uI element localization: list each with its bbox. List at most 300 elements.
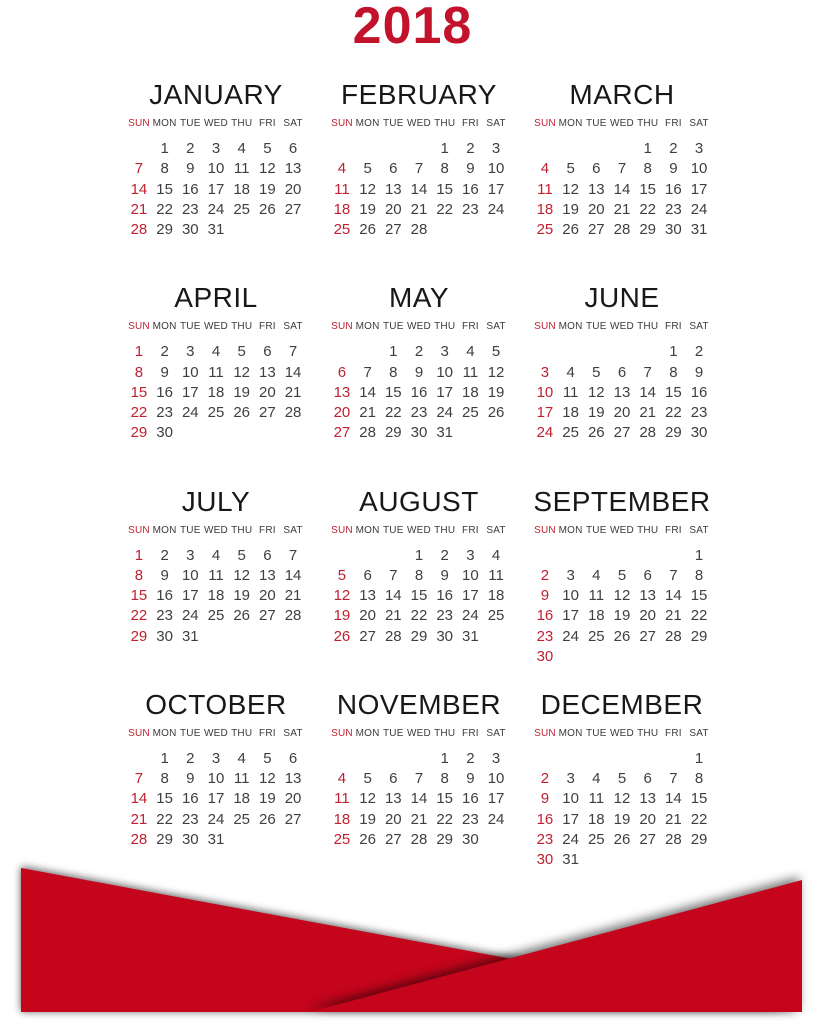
date-cell: 22 — [156, 810, 173, 828]
empty-cell — [329, 749, 355, 769]
date-cell: 15 — [384, 383, 402, 401]
date-cell: 21 — [130, 200, 148, 218]
weekday-label-thu: THU — [231, 727, 253, 739]
empty-cell — [355, 749, 381, 769]
date-cell: 18 — [233, 180, 251, 198]
date-cell: 30 — [462, 831, 479, 849]
date-cell: 6 — [263, 343, 272, 361]
date-cell: 21 — [639, 404, 657, 422]
weekday-header — [324, 728, 514, 740]
date-cell: 31 — [436, 424, 454, 442]
date-cell: 24 — [462, 607, 479, 625]
date-cell: 17 — [536, 404, 554, 422]
date-cell: 2 — [160, 343, 169, 361]
weekday-label-sat: SAT — [689, 727, 709, 739]
weekday-label-sat: SAT — [689, 118, 709, 129]
date-cell: 18 — [233, 790, 251, 808]
date-cell: 24 — [181, 404, 199, 422]
date-cell: 6 — [288, 140, 298, 157]
month-september — [527, 482, 717, 685]
date-cell: 21 — [410, 200, 428, 218]
date-cell: 17 — [690, 180, 708, 198]
date-cell: 26 — [259, 810, 276, 828]
date-cell: 11 — [334, 180, 350, 198]
date-cell: 28 — [284, 607, 302, 625]
date-cell: 11 — [334, 790, 350, 808]
month-january — [121, 75, 311, 278]
date-cell: 2 — [186, 749, 195, 767]
dates-grid — [121, 342, 311, 443]
empty-cell — [532, 546, 558, 566]
date-cell: 29 — [665, 424, 682, 442]
date-cell: 6 — [592, 160, 601, 178]
date-cell: 2 — [669, 140, 678, 157]
weekday-label-mon: MON — [558, 321, 583, 333]
date-cell: 23 — [156, 607, 173, 625]
date-cell: 22 — [690, 810, 708, 828]
date-cell: 12 — [359, 790, 376, 808]
date-cell: 21 — [284, 587, 302, 605]
date-cell: 4 — [237, 140, 246, 157]
date-cell: 29 — [639, 221, 657, 239]
date-cell: 10 — [562, 790, 579, 808]
date-cell: 16 — [156, 383, 173, 401]
weekday-label-fri: FRI — [259, 118, 276, 129]
date-cell: 14 — [665, 587, 682, 605]
empty-cell — [355, 342, 381, 362]
date-cell: 14 — [613, 180, 631, 198]
date-cell: 11 — [208, 363, 224, 381]
date-cell: 10 — [562, 587, 579, 605]
date-cell: 4 — [592, 566, 601, 584]
weekday-label-wed: WED — [204, 524, 228, 536]
weekday-label-thu: THU — [637, 118, 659, 129]
date-cell: 8 — [669, 363, 678, 381]
date-cell: 13 — [587, 180, 605, 198]
date-cell: 30 — [665, 221, 682, 239]
date-cell: 9 — [160, 566, 169, 584]
weekday-label-sat: SAT — [689, 321, 709, 333]
month-title: JANUARY — [149, 79, 283, 110]
weekday-label-fri: FRI — [665, 727, 682, 739]
date-cell: 14 — [410, 790, 428, 808]
date-cell: 14 — [284, 566, 302, 584]
weekday-label-tue: TUE — [383, 524, 404, 536]
empty-cell — [583, 749, 609, 769]
date-cell: 21 — [410, 810, 428, 828]
date-cell: 13 — [284, 770, 302, 788]
date-cell: 20 — [333, 404, 351, 422]
empty-cell — [635, 342, 661, 362]
date-cell: 25 — [536, 221, 554, 239]
weekday-label-sun: SUN — [128, 118, 150, 129]
date-cell: 25 — [233, 810, 251, 828]
date-cell: 30 — [156, 627, 173, 645]
date-cell: 16 — [665, 180, 682, 198]
date-cell: 27 — [259, 404, 276, 422]
date-cell: 2 — [540, 770, 550, 788]
date-cell: 11 — [208, 566, 224, 584]
date-cell: 27 — [384, 221, 402, 239]
date-cell: 10 — [436, 363, 454, 381]
date-cell: 31 — [207, 221, 225, 239]
weekday-label-fri: FRI — [665, 321, 682, 333]
month-december — [527, 685, 717, 888]
date-cell: 21 — [359, 404, 376, 422]
date-cell: 14 — [284, 363, 302, 381]
date-cell: 1 — [134, 343, 144, 361]
date-cell: 22 — [384, 404, 402, 422]
date-cell: 13 — [333, 383, 351, 401]
empty-cell — [558, 546, 584, 566]
date-cell: 20 — [259, 587, 276, 605]
date-cell: 15 — [130, 587, 148, 605]
date-cell: 23 — [181, 200, 199, 218]
date-cell: 22 — [665, 404, 682, 422]
date-cell: 26 — [487, 404, 505, 422]
date-cell: 10 — [487, 160, 505, 178]
date-cell: 9 — [466, 770, 475, 788]
date-cell: 28 — [130, 221, 148, 239]
weekday-label-tue: TUE — [586, 727, 607, 739]
month-title: AUGUST — [359, 485, 479, 517]
date-cell: 26 — [562, 221, 579, 239]
dates-grid — [527, 546, 717, 668]
date-cell: 8 — [160, 770, 169, 788]
date-cell: 9 — [186, 770, 195, 788]
empty-cell — [558, 749, 584, 769]
month-november — [324, 685, 514, 888]
date-cell: 27 — [359, 627, 376, 645]
date-cell: 29 — [156, 831, 173, 849]
weekday-label-fri: FRI — [462, 321, 479, 333]
weekday-label-thu: THU — [637, 524, 659, 536]
date-cell: 8 — [440, 160, 449, 178]
date-cell: 3 — [540, 363, 550, 381]
date-cell: 23 — [665, 200, 682, 218]
date-cell: 2 — [694, 343, 704, 361]
date-cell: 28 — [384, 627, 402, 645]
date-cell: 6 — [643, 566, 652, 584]
date-cell: 17 — [562, 607, 579, 625]
date-cell: 12 — [259, 160, 276, 178]
date-cell: 2 — [466, 749, 475, 767]
date-cell: 27 — [333, 424, 351, 442]
weekday-label-thu: THU — [434, 524, 456, 536]
ribbon-left-shape — [21, 868, 798, 1012]
date-cell: 9 — [540, 790, 550, 808]
date-cell: 6 — [288, 749, 298, 767]
date-cell: 31 — [181, 627, 199, 645]
date-cell: 19 — [359, 200, 376, 218]
empty-cell — [532, 342, 558, 362]
date-cell: 1 — [440, 749, 449, 767]
date-cell: 19 — [233, 587, 251, 605]
date-cell: 16 — [462, 790, 479, 808]
date-cell: 10 — [536, 383, 554, 401]
date-cell: 5 — [491, 343, 501, 361]
empty-cell — [406, 139, 432, 159]
date-cell: 5 — [592, 363, 601, 381]
date-cell: 18 — [462, 383, 479, 401]
date-cell: 1 — [440, 140, 449, 157]
date-cell: 31 — [690, 221, 708, 239]
weekday-label-mon: MON — [355, 727, 380, 739]
date-cell: 20 — [284, 180, 302, 198]
date-cell: 23 — [536, 627, 554, 645]
date-cell: 11 — [537, 180, 553, 198]
weekday-label-sat: SAT — [689, 524, 709, 536]
empty-cell — [583, 546, 609, 566]
date-cell: 18 — [487, 587, 505, 605]
weekday-label-sat: SAT — [486, 727, 506, 739]
month-title: FEBRUARY — [341, 79, 497, 110]
date-cell: 2 — [466, 140, 475, 157]
date-cell: 1 — [643, 140, 652, 157]
date-cell: 22 — [130, 404, 148, 422]
date-cell: 28 — [613, 221, 631, 239]
weekday-label-fri: FRI — [665, 118, 682, 129]
weekday-label-sat: SAT — [486, 118, 506, 129]
empty-cell — [609, 749, 635, 769]
date-cell: 24 — [536, 424, 554, 442]
weekday-header — [527, 118, 717, 130]
dates-grid — [324, 749, 514, 850]
date-cell: 26 — [587, 424, 605, 442]
date-cell: 17 — [181, 383, 199, 401]
empty-cell — [583, 342, 609, 362]
date-cell: 9 — [160, 363, 169, 381]
month-title: SEPTEMBER — [533, 485, 711, 517]
ribbon-right-shape — [310, 880, 802, 1012]
date-cell: 11 — [233, 770, 250, 788]
weekday-label-tue: TUE — [383, 321, 404, 333]
weekday-label-thu: THU — [637, 321, 659, 333]
date-cell: 26 — [233, 607, 251, 625]
date-cell: 29 — [130, 627, 148, 645]
date-cell: 16 — [690, 383, 708, 401]
weekday-label-sun: SUN — [534, 321, 556, 333]
date-cell: 22 — [690, 607, 708, 625]
weekday-label-sun: SUN — [331, 321, 353, 333]
date-cell: 19 — [613, 810, 631, 828]
date-cell: 28 — [665, 831, 682, 849]
date-cell: 30 — [181, 831, 199, 849]
date-cell: 1 — [694, 546, 704, 564]
empty-cell — [532, 139, 558, 159]
weekday-label-sat: SAT — [486, 321, 506, 333]
date-cell: 13 — [259, 566, 276, 584]
date-cell: 19 — [233, 383, 251, 401]
date-cell: 22 — [410, 607, 428, 625]
date-cell: 10 — [207, 770, 225, 788]
date-cell: 15 — [639, 180, 657, 198]
date-cell: 22 — [436, 810, 454, 828]
date-cell: 16 — [410, 383, 428, 401]
date-cell: 21 — [130, 810, 148, 828]
date-cell: 14 — [130, 180, 148, 198]
weekday-label-mon: MON — [355, 524, 380, 536]
date-cell: 21 — [665, 810, 682, 828]
date-cell: 17 — [462, 587, 479, 605]
date-cell: 16 — [181, 790, 199, 808]
date-cell: 27 — [587, 221, 605, 239]
weekday-label-fri: FRI — [462, 727, 479, 739]
date-cell: 14 — [130, 790, 148, 808]
date-cell: 9 — [466, 160, 475, 178]
date-cell: 5 — [337, 566, 347, 584]
date-cell: 25 — [487, 607, 505, 625]
date-cell: 5 — [237, 546, 246, 564]
date-cell: 7 — [669, 770, 678, 788]
empty-cell — [532, 749, 558, 769]
date-cell: 10 — [690, 160, 708, 178]
date-cell: 8 — [134, 566, 144, 584]
date-cell: 10 — [462, 566, 479, 584]
date-cell: 25 — [587, 627, 605, 645]
weekday-label-wed: WED — [204, 321, 228, 333]
date-cell: 27 — [284, 810, 302, 828]
empty-cell — [558, 139, 584, 159]
month-march — [527, 75, 717, 278]
date-cell: 13 — [359, 587, 376, 605]
weekday-header — [121, 118, 311, 130]
date-cell: 13 — [613, 383, 631, 401]
date-cell: 14 — [639, 383, 657, 401]
date-cell: 12 — [613, 587, 631, 605]
date-cell: 3 — [186, 343, 195, 361]
empty-cell — [380, 749, 406, 769]
empty-cell — [329, 546, 355, 566]
empty-cell — [126, 139, 152, 159]
date-cell: 12 — [233, 566, 251, 584]
date-cell: 22 — [130, 607, 148, 625]
weekday-label-fri: FRI — [259, 727, 276, 739]
date-cell: 25 — [207, 404, 225, 422]
date-cell: 26 — [359, 831, 376, 849]
date-cell: 1 — [160, 140, 169, 157]
date-cell: 12 — [259, 770, 276, 788]
date-cell: 31 — [207, 831, 225, 849]
weekday-header — [324, 525, 514, 537]
date-cell: 25 — [207, 607, 225, 625]
date-cell: 6 — [389, 160, 398, 178]
empty-cell — [380, 139, 406, 159]
date-cell: 7 — [617, 160, 627, 178]
date-cell: 19 — [487, 383, 505, 401]
weekday-label-sun: SUN — [128, 321, 150, 333]
date-cell: 17 — [181, 587, 199, 605]
weekday-label-sun: SUN — [331, 524, 353, 536]
date-cell: 3 — [491, 749, 501, 767]
date-cell: 5 — [617, 566, 627, 584]
date-cell: 1 — [669, 343, 678, 361]
date-cell: 7 — [134, 770, 144, 788]
date-cell: 18 — [587, 607, 605, 625]
date-cell: 24 — [690, 200, 708, 218]
date-cell: 12 — [587, 383, 605, 401]
date-cell: 3 — [566, 770, 575, 788]
date-cell: 16 — [436, 587, 454, 605]
date-cell: 15 — [665, 383, 682, 401]
weekday-label-fri: FRI — [665, 524, 682, 536]
date-cell: 27 — [384, 831, 402, 849]
weekday-header — [527, 728, 717, 740]
date-cell: 11 — [588, 587, 605, 605]
date-cell: 5 — [363, 770, 372, 788]
date-cell: 20 — [384, 200, 402, 218]
date-cell: 2 — [540, 566, 550, 584]
date-cell: 5 — [566, 160, 575, 178]
date-cell: 5 — [363, 160, 372, 178]
weekday-label-mon: MON — [152, 321, 177, 333]
date-cell: 12 — [487, 363, 505, 381]
weekday-label-sat: SAT — [283, 524, 303, 536]
date-cell: 31 — [462, 627, 479, 645]
weekday-header — [121, 525, 311, 537]
weekday-header — [527, 525, 717, 537]
empty-cell — [329, 139, 355, 159]
empty-cell — [661, 546, 687, 566]
date-cell: 28 — [665, 627, 682, 645]
date-cell: 19 — [259, 180, 276, 198]
date-cell: 20 — [384, 810, 402, 828]
date-cell: 17 — [562, 810, 579, 828]
date-cell: 20 — [639, 607, 657, 625]
date-cell: 28 — [130, 831, 148, 849]
date-cell: 25 — [233, 200, 251, 218]
date-cell: 16 — [156, 587, 173, 605]
date-cell: 12 — [333, 587, 351, 605]
empty-cell — [609, 546, 635, 566]
date-cell: 12 — [233, 363, 251, 381]
empty-cell — [355, 139, 381, 159]
date-cell: 17 — [207, 180, 225, 198]
date-cell: 8 — [694, 770, 704, 788]
weekday-label-sun: SUN — [128, 524, 150, 536]
date-cell: 8 — [134, 363, 144, 381]
weekday-label-sun: SUN — [331, 727, 353, 739]
dates-grid — [527, 139, 717, 240]
date-cell: 13 — [284, 160, 302, 178]
date-cell: 6 — [263, 546, 272, 564]
date-cell: 3 — [566, 566, 575, 584]
weekday-label-thu: THU — [434, 321, 456, 333]
date-cell: 30 — [410, 424, 428, 442]
weekday-header — [324, 118, 514, 130]
date-cell: 29 — [690, 627, 708, 645]
weekday-label-wed: WED — [407, 727, 431, 739]
weekday-label-sun: SUN — [331, 118, 353, 129]
date-cell: 10 — [181, 363, 199, 381]
date-cell: 14 — [384, 587, 402, 605]
date-cell: 10 — [487, 770, 505, 788]
empty-cell — [635, 546, 661, 566]
weekday-label-thu: THU — [637, 727, 659, 739]
empty-cell — [329, 342, 355, 362]
date-cell: 18 — [207, 587, 225, 605]
date-cell: 15 — [130, 383, 148, 401]
date-cell: 8 — [160, 160, 169, 178]
date-cell: 13 — [639, 790, 657, 808]
date-cell: 3 — [211, 749, 221, 767]
date-cell: 4 — [337, 160, 347, 178]
date-cell: 19 — [562, 200, 579, 218]
weekday-label-thu: THU — [434, 118, 456, 129]
month-title: MARCH — [569, 79, 675, 110]
date-cell: 30 — [536, 648, 554, 666]
date-cell: 9 — [694, 363, 704, 381]
